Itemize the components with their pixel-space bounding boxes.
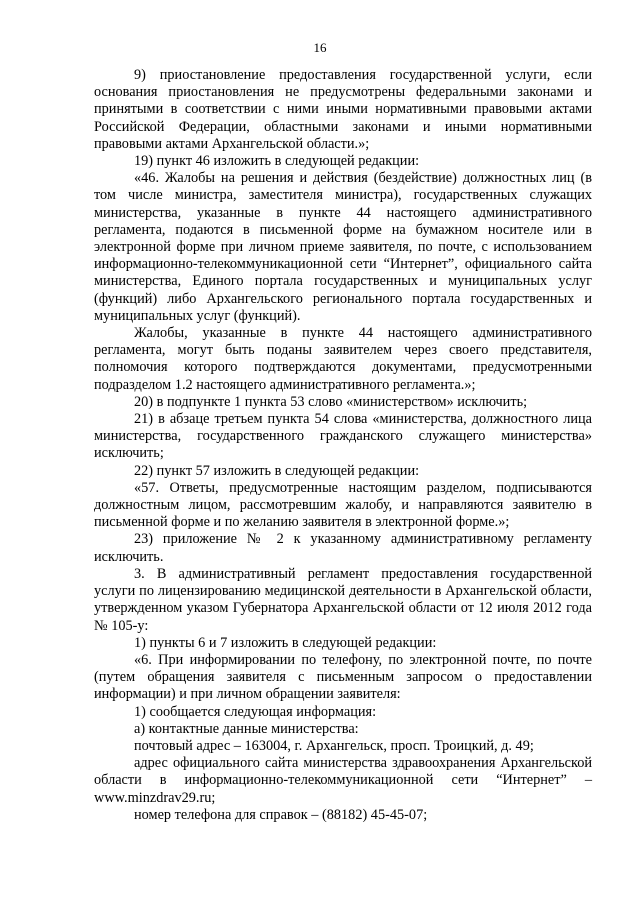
- paragraph: 19) пункт 46 изложить в следующей редакции:: [134, 153, 420, 170]
- paragraph: 3. В административный регламент предоставления государственной услуги по лицензированию медицинской деятельности в Архангельской области, утвержденном указом Губернатора Архангельской области от 12 июля 2012 года № 105-у:: [94, 565, 592, 634]
- paragraph: 20) в подпункте 1 пункта 53 слово «министерством» исключить;: [134, 393, 528, 410]
- paragraph: 9) приостановление предоставления государственной услуги, если основания приостановления не предусмотрены федеральными законами и принятыми в соответствии с ними иными нормативными правовыми актами Российской Федерации, областными законами и иными нормативными правовыми актами Архангельской области.»;: [94, 67, 592, 152]
- paragraph: 1) сообщается следующая информация:: [134, 703, 377, 720]
- document-body: [94, 67, 592, 824]
- paragraph: 21) в абзаце третьем пункта 54 слова «министерства, должностного лица министерства, государственного гражданского служащего министерства» исключить;: [94, 411, 592, 462]
- paragraph: 1) пункты 6 и 7 изложить в следующей редакции:: [134, 634, 437, 651]
- paragraph: 23) приложение № 2 к указанному административному регламенту исключить.: [94, 531, 592, 565]
- paragraph: номер телефона для справок – (88182) 45-45-07;: [134, 806, 428, 823]
- paragraph: 22) пункт 57 изложить в следующей редакции:: [134, 462, 420, 479]
- paragraph: почтовый адрес – 163004, г. Архангельск, просп. Троицкий, д. 49;: [134, 737, 534, 754]
- page-number: 16: [313, 40, 327, 55]
- paragraph: «6. При информировании по телефону, по электронной почте, по почте (путем обращения заявителя с письменным запросом о предоставлении информации) и при личном обращении заявителя:: [94, 651, 592, 703]
- paragraph: адрес официального сайта министерства здравоохранения Архангельской области в информационно-телекоммуникационной сети “Интернет” – www.minzdrav29.ru;: [94, 755, 592, 806]
- paragraph: Жалобы, указанные в пункте 44 настоящего административного регламента, могут быть поданы заявителем через своего представителя, полномочия которого подтверждаются документами, предусмотренными подразделом 1.2 настоящего административного регламента.»;: [94, 325, 592, 393]
- paragraph: «57. Ответы, предусмотренные настоящим разделом, подписываются должностным лицом, рассмотревшим жалобу, и направляются заявителю в письменной форме и по желанию заявителя в электронной форме.»;: [94, 479, 592, 531]
- paragraph: «46. Жалобы на решения и действия (бездействие) должностных лиц (в том числе министра, заместителя министра), государственных служащих министерства, указанные в пункте 44 настоящего административного регламента, подаются в письменной форме на бумажном носителе или в электронной форме при личном приеме заявителя, по почте, с использованием информационно-телекоммуникационной сети “Интернет”, официального сайта министерства, Единого портала государственных и муниципальных услуг (функций) либо Архангельского регионального портала государственных и муниципальных услуг (функций).: [94, 170, 592, 324]
- paragraph: а) контактные данные министерства:: [134, 720, 359, 737]
